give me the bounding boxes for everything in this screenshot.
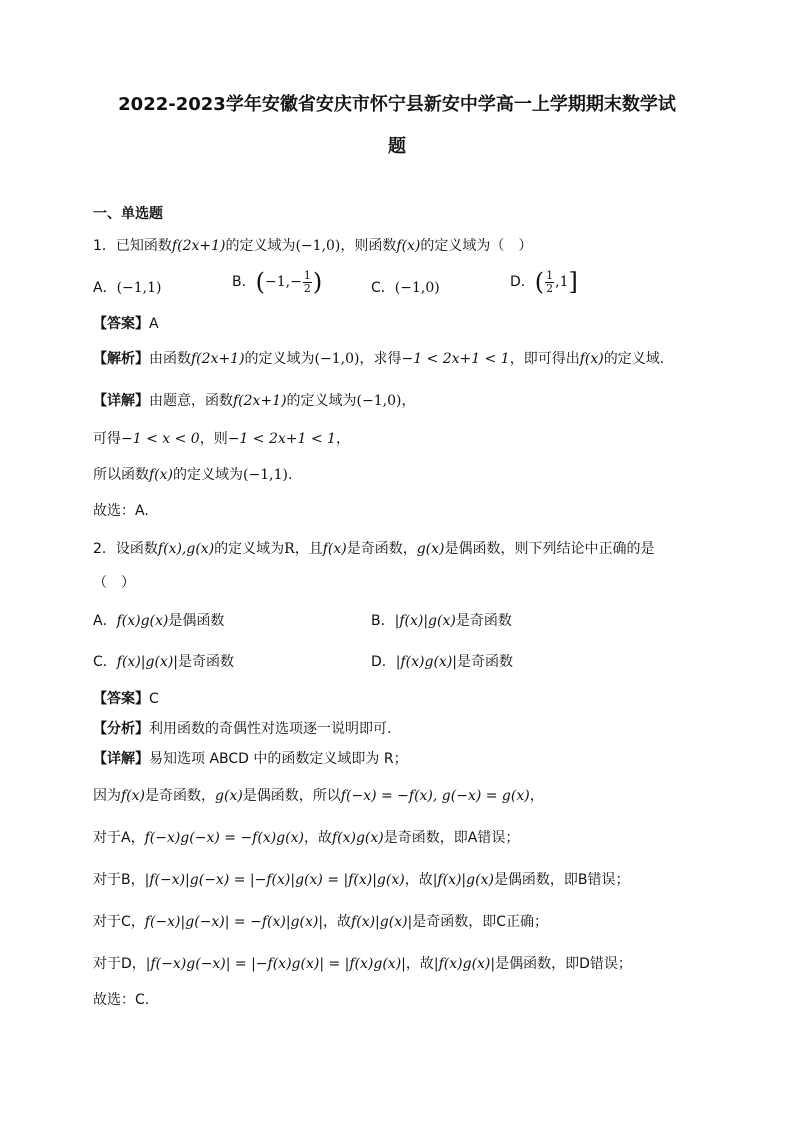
q1-analysis: 【解析】由函数f(2x+1)的定义域为(−1,0)，求得−1 < 2x+1 < 1，即可得出f(x)的定义域. (93, 351, 665, 367)
q1-option-b: B．(−1,− $\frac{1}{2}$ ) (232, 268, 323, 296)
q1-answer: 【答案】A (93, 316, 159, 332)
q1-option-a: A．(−1,1) (93, 280, 162, 296)
title-line-1: 2022-2023学年安徽省安庆市怀宁县新安中学高一上学期期末数学试 (118, 94, 676, 115)
q2-option-b: B．|f(x)|g(x)是奇函数 (371, 613, 512, 629)
q2-detail-line-1: 【详解】易知选项 ABCD 中的函数定义域即为 R； (93, 751, 408, 767)
q1-option-c: C．(−1,0) (371, 280, 440, 296)
q2-detail-line-3: 对于A，f(−x)g(−x) = −f(x)g(x)，故f(x)g(x)是奇函数，即A错误； (93, 830, 520, 846)
q1-detail-line-2: 可得−1 < x < 0，则−1 < 2x+1 < 1， (93, 431, 350, 447)
q1-detail-line-3: 所以函数f(x)的定义域为(−1,1). (93, 467, 293, 483)
q2-option-c: C．f(x)|g(x)|是奇函数 (93, 654, 234, 670)
q2-detail-line-4: 对于B，|f(−x)|g(−x) = |−f(x)|g(x) = |f(x)|g(x)，故|f(x)|g(x)是偶函数，即B错误； (93, 872, 630, 888)
q1-detail-line-1: 【详解】由题意，函数f(2x+1)的定义域为(−1,0)， (93, 393, 416, 409)
q1-stem: 1．已知函数f(2x+1)的定义域为(−1,0)，则函数f(x)的定义域为（ ） (93, 238, 533, 254)
q1-option-d: D．( $\frac{1}{2}$ ,1] (510, 268, 578, 296)
q2-answer: 【答案】C (93, 691, 159, 707)
document-title (60, 84, 734, 168)
q2-stem: 2．设函数f(x),g(x)的定义域为R，且f(x)是奇函数，g(x)是偶函数，则下列结论中正确的是 (93, 541, 655, 557)
q2-analysis: 【分析】利用函数的奇偶性对选项逐一说明即可. (93, 721, 392, 737)
q2-stem-paren: （ ） (93, 575, 135, 591)
title-line-2: 题 (388, 136, 406, 157)
q2-detail-line-5: 对于C，f(−x)|g(−x)| = −f(x)|g(x)|，故f(x)|g(x)|是奇函数，即C正确； (93, 914, 549, 930)
q2-option-a: A．f(x)g(x)是偶函数 (93, 613, 225, 629)
section-heading: 一、单选题 (93, 206, 163, 222)
q2-detail-line-6: 对于D，|f(−x)g(−x)| = |−f(x)g(x)| = |f(x)g(x)|，故|f(x)g(x)|是偶函数，即D错误； (93, 956, 632, 972)
q2-conclusion: 故选：C. (93, 992, 150, 1008)
q1-conclusion: 故选：A. (93, 503, 149, 519)
q2-detail-line-2: 因为f(x)是奇函数，g(x)是偶函数，所以f(−x) = −f(x), g(−x) = g(x)， (93, 788, 544, 804)
q2-option-d: D．|f(x)g(x)|是奇函数 (371, 654, 513, 670)
